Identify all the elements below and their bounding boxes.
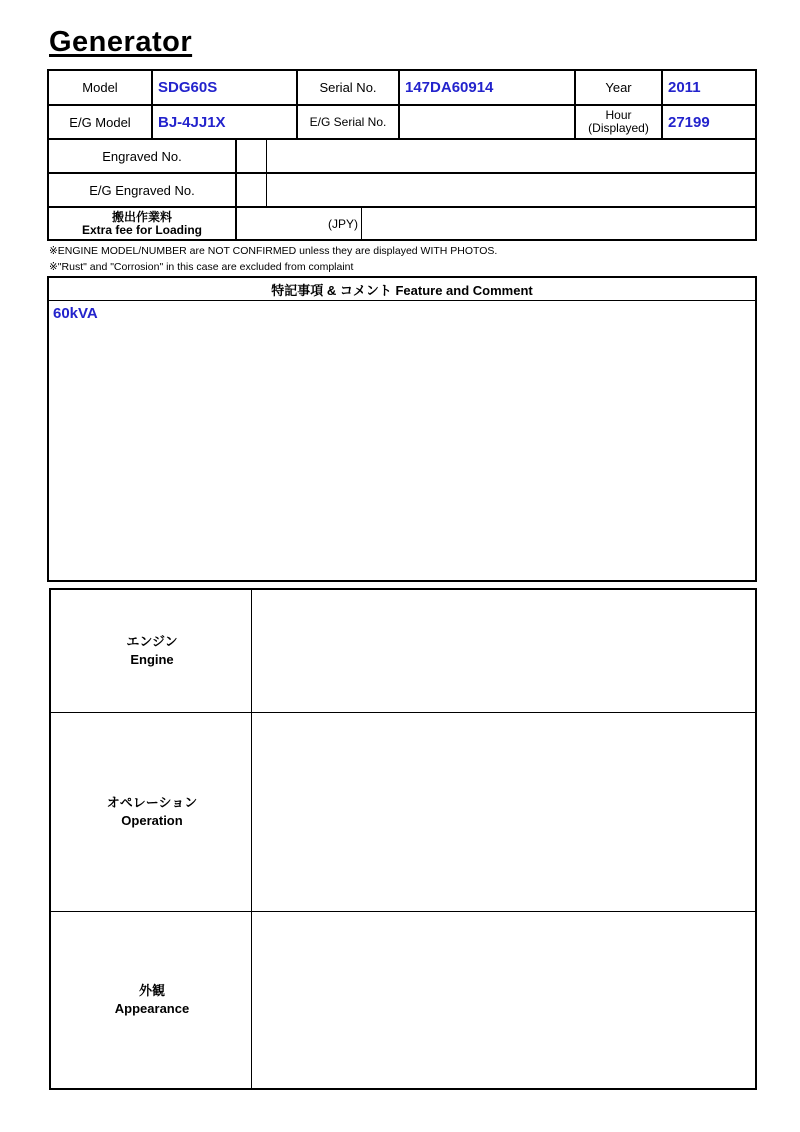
- model-label: Model: [82, 80, 118, 95]
- section-operation: [51, 713, 253, 911]
- extra-fee-label: [49, 208, 235, 239]
- section-engine: [51, 590, 253, 712]
- eg-model-label: E/G Model: [69, 114, 131, 130]
- model-value: SDG60S: [158, 79, 218, 96]
- condition-sections: [49, 588, 757, 1090]
- hour-value: 27199: [668, 113, 710, 131]
- currency-label: (JPY): [328, 216, 358, 231]
- serial-label: Serial No.: [319, 80, 377, 95]
- comment-text: 60kVA: [53, 305, 98, 322]
- section-operation-en: Operation: [121, 813, 183, 828]
- section-appearance-en: Appearance: [114, 1001, 190, 1016]
- section-engine-jp: エンジン: [126, 634, 178, 649]
- page-title: Generator: [49, 26, 193, 58]
- rust-note: ※"Rust" and "Corrosion" in this case are excluded from complaint: [49, 261, 354, 273]
- extra-fee-label-en: Extra fee for Loading: [81, 222, 203, 237]
- hour-label-line2: (Displayed): [588, 121, 649, 135]
- year-value: 2011: [668, 79, 701, 96]
- engraved-label: Engraved No.: [102, 148, 182, 164]
- section-engine-en: Engine: [130, 652, 174, 667]
- year-label: Year: [605, 80, 632, 95]
- section-appearance: [51, 912, 253, 1088]
- eg-serial-label: E/G Serial No.: [309, 115, 387, 129]
- machine-info-table: [47, 69, 757, 241]
- comment-box: [47, 276, 757, 582]
- eg-model-value: BJ-4JJ1X: [158, 113, 226, 131]
- extra-fee-label-jp: 搬出作業料: [111, 209, 172, 224]
- serial-value: 147DA60914: [405, 79, 494, 96]
- hour-label-line1: Hour: [605, 108, 632, 122]
- section-appearance-jp: 外観: [138, 983, 165, 998]
- hour-label: [576, 106, 661, 138]
- engine-confirm-note: ※ENGINE MODEL/NUMBER are NOT CONFIRMED unless they are displayed WITH PHOTOS.: [49, 245, 498, 257]
- eg-engraved-label: E/G Engraved No.: [89, 182, 195, 198]
- section-operation-jp: オペレーション: [106, 795, 198, 810]
- comment-heading: 特記事項 & コメント Feature and Comment: [49, 278, 755, 301]
- eg-serial-value: [400, 106, 574, 138]
